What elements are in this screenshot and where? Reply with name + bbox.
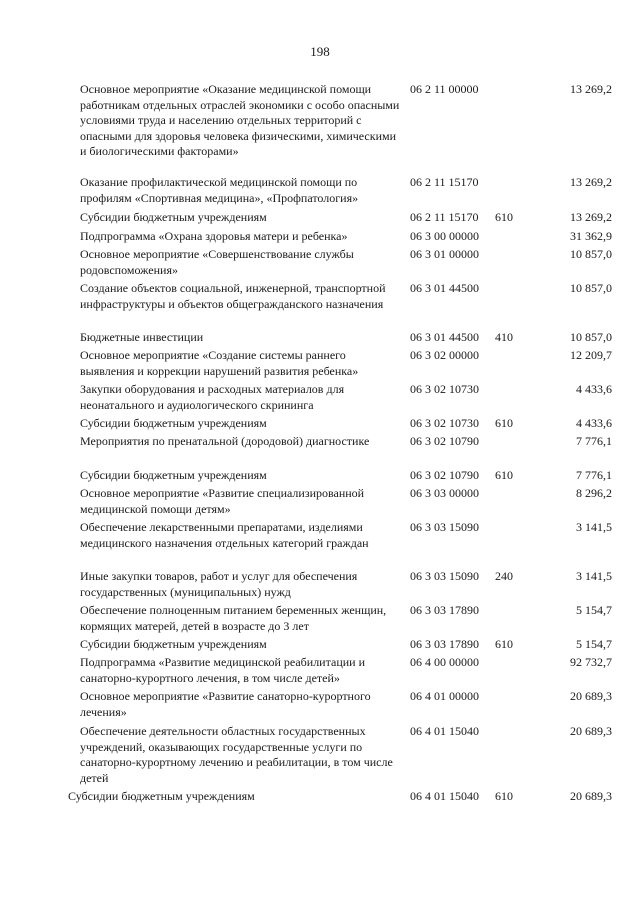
row-target-code: 06 4 00 00000 [410,655,479,669]
row-expense-type: 610 [495,789,513,803]
row-amount: 12 209,7 [570,348,612,362]
row-expense-type: 610 [495,468,513,482]
row-description: Закупки оборудования и расходных материалов для неонатального и аудиологического скрининга [80,382,345,412]
row-expense-type: 610 [495,637,513,651]
row-description: Оказание профилактической медицинской помощи по профилям «Спортивная медицина», «Профпатология» [80,175,359,205]
row-description: Подпрограмма «Охрана здоровья матери и ребенка» [80,229,348,243]
row-amount: 20 689,3 [570,689,612,703]
row-target-code: 06 2 11 00000 [410,82,479,96]
row-target-code: 06 4 01 15040 [410,724,479,738]
row-description: Основное мероприятие «Развитие специализированной медицинской помощи детям» [80,486,365,516]
row-target-code: 06 3 01 44500 [410,330,479,344]
row-description: Бюджетные инвестиции [80,330,204,344]
row-target-code: 06 2 11 15170 [410,175,479,189]
row-target-code: 06 3 03 17890 [410,637,479,651]
row-description: Основное мероприятие «Создание системы раннего выявления и коррекции нарушений развития ребенка» [80,348,359,378]
row-target-code: 06 2 11 15170 [410,210,479,224]
row-description: Субсидии бюджетным учреждениям [68,789,255,803]
row-amount: 13 269,2 [570,82,612,96]
row-amount: 10 857,0 [570,330,612,344]
row-target-code: 06 4 01 00000 [410,689,479,703]
row-description: Мероприятия по пренатальной (дородовой) диагностике [80,434,370,448]
row-amount: 4 433,6 [576,416,612,430]
row-amount: 3 141,5 [576,569,612,583]
row-description: Обеспечение лекарственными препаратами, изделиями медицинского назначения отдельных категорий граждан [80,520,369,550]
row-expense-type: 240 [495,569,513,583]
row-target-code: 06 3 01 00000 [410,247,479,261]
row-amount: 13 269,2 [570,175,612,189]
row-target-code: 06 3 00 00000 [410,229,479,243]
row-description: Субсидии бюджетным учреждениям [80,416,267,430]
row-description: Иные закупки товаров, работ и услуг для обеспечения государственных (муниципальных) нужд [80,569,358,599]
row-description: Субсидии бюджетным учреждениям [80,210,267,224]
row-target-code: 06 3 03 00000 [410,486,479,500]
row-target-code: 06 3 02 10730 [410,382,479,396]
row-amount: 92 732,7 [570,655,612,669]
row-amount: 20 689,3 [570,724,612,738]
row-amount: 31 362,9 [570,229,612,243]
page-number: 198 [310,44,330,59]
row-amount: 4 433,6 [576,382,612,396]
row-expense-type: 410 [495,330,513,344]
row-description: Основное мероприятие «Совершенствование службы родовспоможения» [80,247,354,277]
row-target-code: 06 3 02 00000 [410,348,479,362]
row-amount: 8 296,2 [576,486,612,500]
row-description: Создание объектов социальной, инженерной, транспортной инфраструктуры и объектов общегражданского назначения [80,281,386,311]
row-target-code: 06 3 03 17890 [410,603,479,617]
row-description: Субсидии бюджетным учреждениям [80,468,267,482]
row-target-code: 06 3 01 44500 [410,281,479,295]
row-amount: 5 154,7 [576,603,612,617]
row-amount: 7 776,1 [576,468,612,482]
row-description: Обеспечение деятельности областных государственных учреждений, оказывающих государственные услуги по санаторно-курортному лечению и реабилитации, в том числе детей [80,724,393,785]
row-description: Основное мероприятие «Оказание медицинской помощи работникам отдельных отраслей экономики с особо опасными условиями труда и населению отдельных территорий с опасными для здоровья человека физическими, химическими и биологическими факторами» [80,82,400,158]
row-amount: 20 689,3 [570,789,612,803]
row-target-code: 06 3 02 10790 [410,468,479,482]
row-description: Обеспечение полноценным питанием беременных женщин, кормящих матерей, детей в возрасте до 3 лет [80,603,387,633]
row-target-code: 06 3 03 15090 [410,569,479,583]
row-amount: 5 154,7 [576,637,612,651]
row-description: Основное мероприятие «Развитие санаторно-курортного лечения» [80,689,371,719]
row-target-code: 06 4 01 15040 [410,789,479,803]
row-target-code: 06 3 03 15090 [410,520,479,534]
row-amount: 10 857,0 [570,281,612,295]
row-expense-type: 610 [495,416,513,430]
row-target-code: 06 3 02 10730 [410,416,479,430]
row-description: Подпрограмма «Развитие медицинской реабилитации и санаторно-курортного лечения, в том числе детей» [80,655,366,685]
row-target-code: 06 3 02 10790 [410,434,479,448]
row-amount: 13 269,2 [570,210,612,224]
row-amount: 7 776,1 [576,434,612,448]
row-expense-type: 610 [495,210,513,224]
row-amount: 3 141,5 [576,520,612,534]
row-amount: 10 857,0 [570,247,612,261]
row-description: Субсидии бюджетным учреждениям [80,637,267,651]
